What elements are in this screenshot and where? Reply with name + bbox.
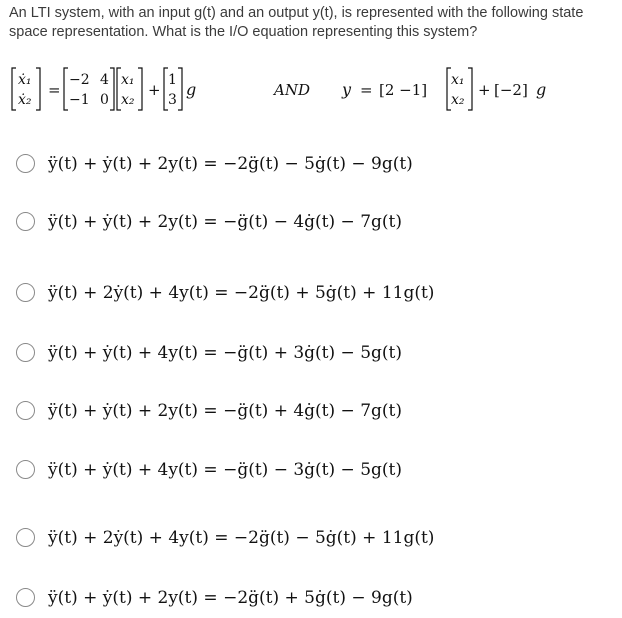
a-11: −2 bbox=[69, 72, 90, 88]
option-4[interactable] bbox=[0, 341, 600, 369]
option-equation: ÿ(t) + ẏ(t) + 4y(t) = −g̈(t) − 3ġ(t) − 5g(t) bbox=[48, 460, 402, 480]
radio-button[interactable] bbox=[16, 283, 35, 302]
d-term: [−2] bbox=[494, 81, 528, 99]
radio-button[interactable] bbox=[16, 588, 35, 607]
and-label: AND bbox=[274, 81, 310, 99]
option-equation: ÿ(t) + 2ẏ(t) + 4y(t) = −2g̈(t) + 5ġ(t) + 11g(t) bbox=[48, 283, 435, 303]
option-equation: ÿ(t) + ẏ(t) + 2y(t) = −2g̈(t) + 5ġ(t) − 9g(t) bbox=[48, 588, 413, 608]
equals-sign: = bbox=[48, 81, 61, 99]
x1: x₁ bbox=[121, 72, 135, 88]
option-equation: ÿ(t) + 2ẏ(t) + 4y(t) = −2g̈(t) − 5ġ(t) + 11g(t) bbox=[48, 528, 435, 548]
lhs-x1dot: ẋ₁ bbox=[18, 72, 32, 88]
radio-button[interactable] bbox=[16, 401, 35, 420]
option-5[interactable] bbox=[0, 399, 600, 427]
output-y: y bbox=[342, 80, 352, 99]
radio-button[interactable] bbox=[16, 460, 35, 479]
output-plus: + bbox=[478, 81, 491, 99]
plus-sign: + bbox=[148, 81, 161, 99]
option-2[interactable] bbox=[0, 210, 600, 238]
option-7[interactable] bbox=[0, 526, 600, 554]
lhs-x2dot: ẋ₂ bbox=[18, 92, 32, 108]
option-equation: ÿ(t) + ẏ(t) + 2y(t) = −2g̈(t) − 5ġ(t) − 9g(t) bbox=[48, 154, 413, 174]
question-text: An LTI system, with an input g(t) and an output y(t), is represented with the following state space representation. What is the I/O equation representing this system? bbox=[9, 5, 584, 40]
radio-button[interactable] bbox=[16, 343, 35, 362]
option-equation: ÿ(t) + ẏ(t) + 2y(t) = −g̈(t) − 4ġ(t) − 7g(t) bbox=[48, 212, 402, 232]
option-8[interactable] bbox=[0, 586, 600, 614]
option-6[interactable] bbox=[0, 458, 600, 486]
a-12: 4 bbox=[100, 72, 109, 88]
x2: x₂ bbox=[121, 92, 135, 108]
a-21: −1 bbox=[69, 92, 90, 108]
radio-button[interactable] bbox=[16, 154, 35, 173]
b-1: 1 bbox=[168, 72, 177, 88]
output-equals: = bbox=[360, 81, 373, 99]
a-22: 0 bbox=[100, 92, 109, 108]
radio-button[interactable] bbox=[16, 212, 35, 231]
option-1[interactable] bbox=[0, 152, 600, 180]
option-equation: ÿ(t) + ẏ(t) + 4y(t) = −g̈(t) + 3ġ(t) − 5g(t) bbox=[48, 343, 402, 363]
option-equation: ÿ(t) + ẏ(t) + 2y(t) = −g̈(t) + 4ġ(t) − 7g(t) bbox=[48, 401, 402, 421]
output-g: g bbox=[536, 80, 547, 99]
b-2: 3 bbox=[168, 92, 177, 108]
input-g: g bbox=[186, 80, 197, 99]
radio-button[interactable] bbox=[16, 528, 35, 547]
c-row: [2 −1] bbox=[379, 81, 428, 99]
out-x1: x₁ bbox=[451, 72, 465, 88]
option-3[interactable] bbox=[0, 281, 600, 309]
out-x2: x₂ bbox=[451, 92, 465, 108]
